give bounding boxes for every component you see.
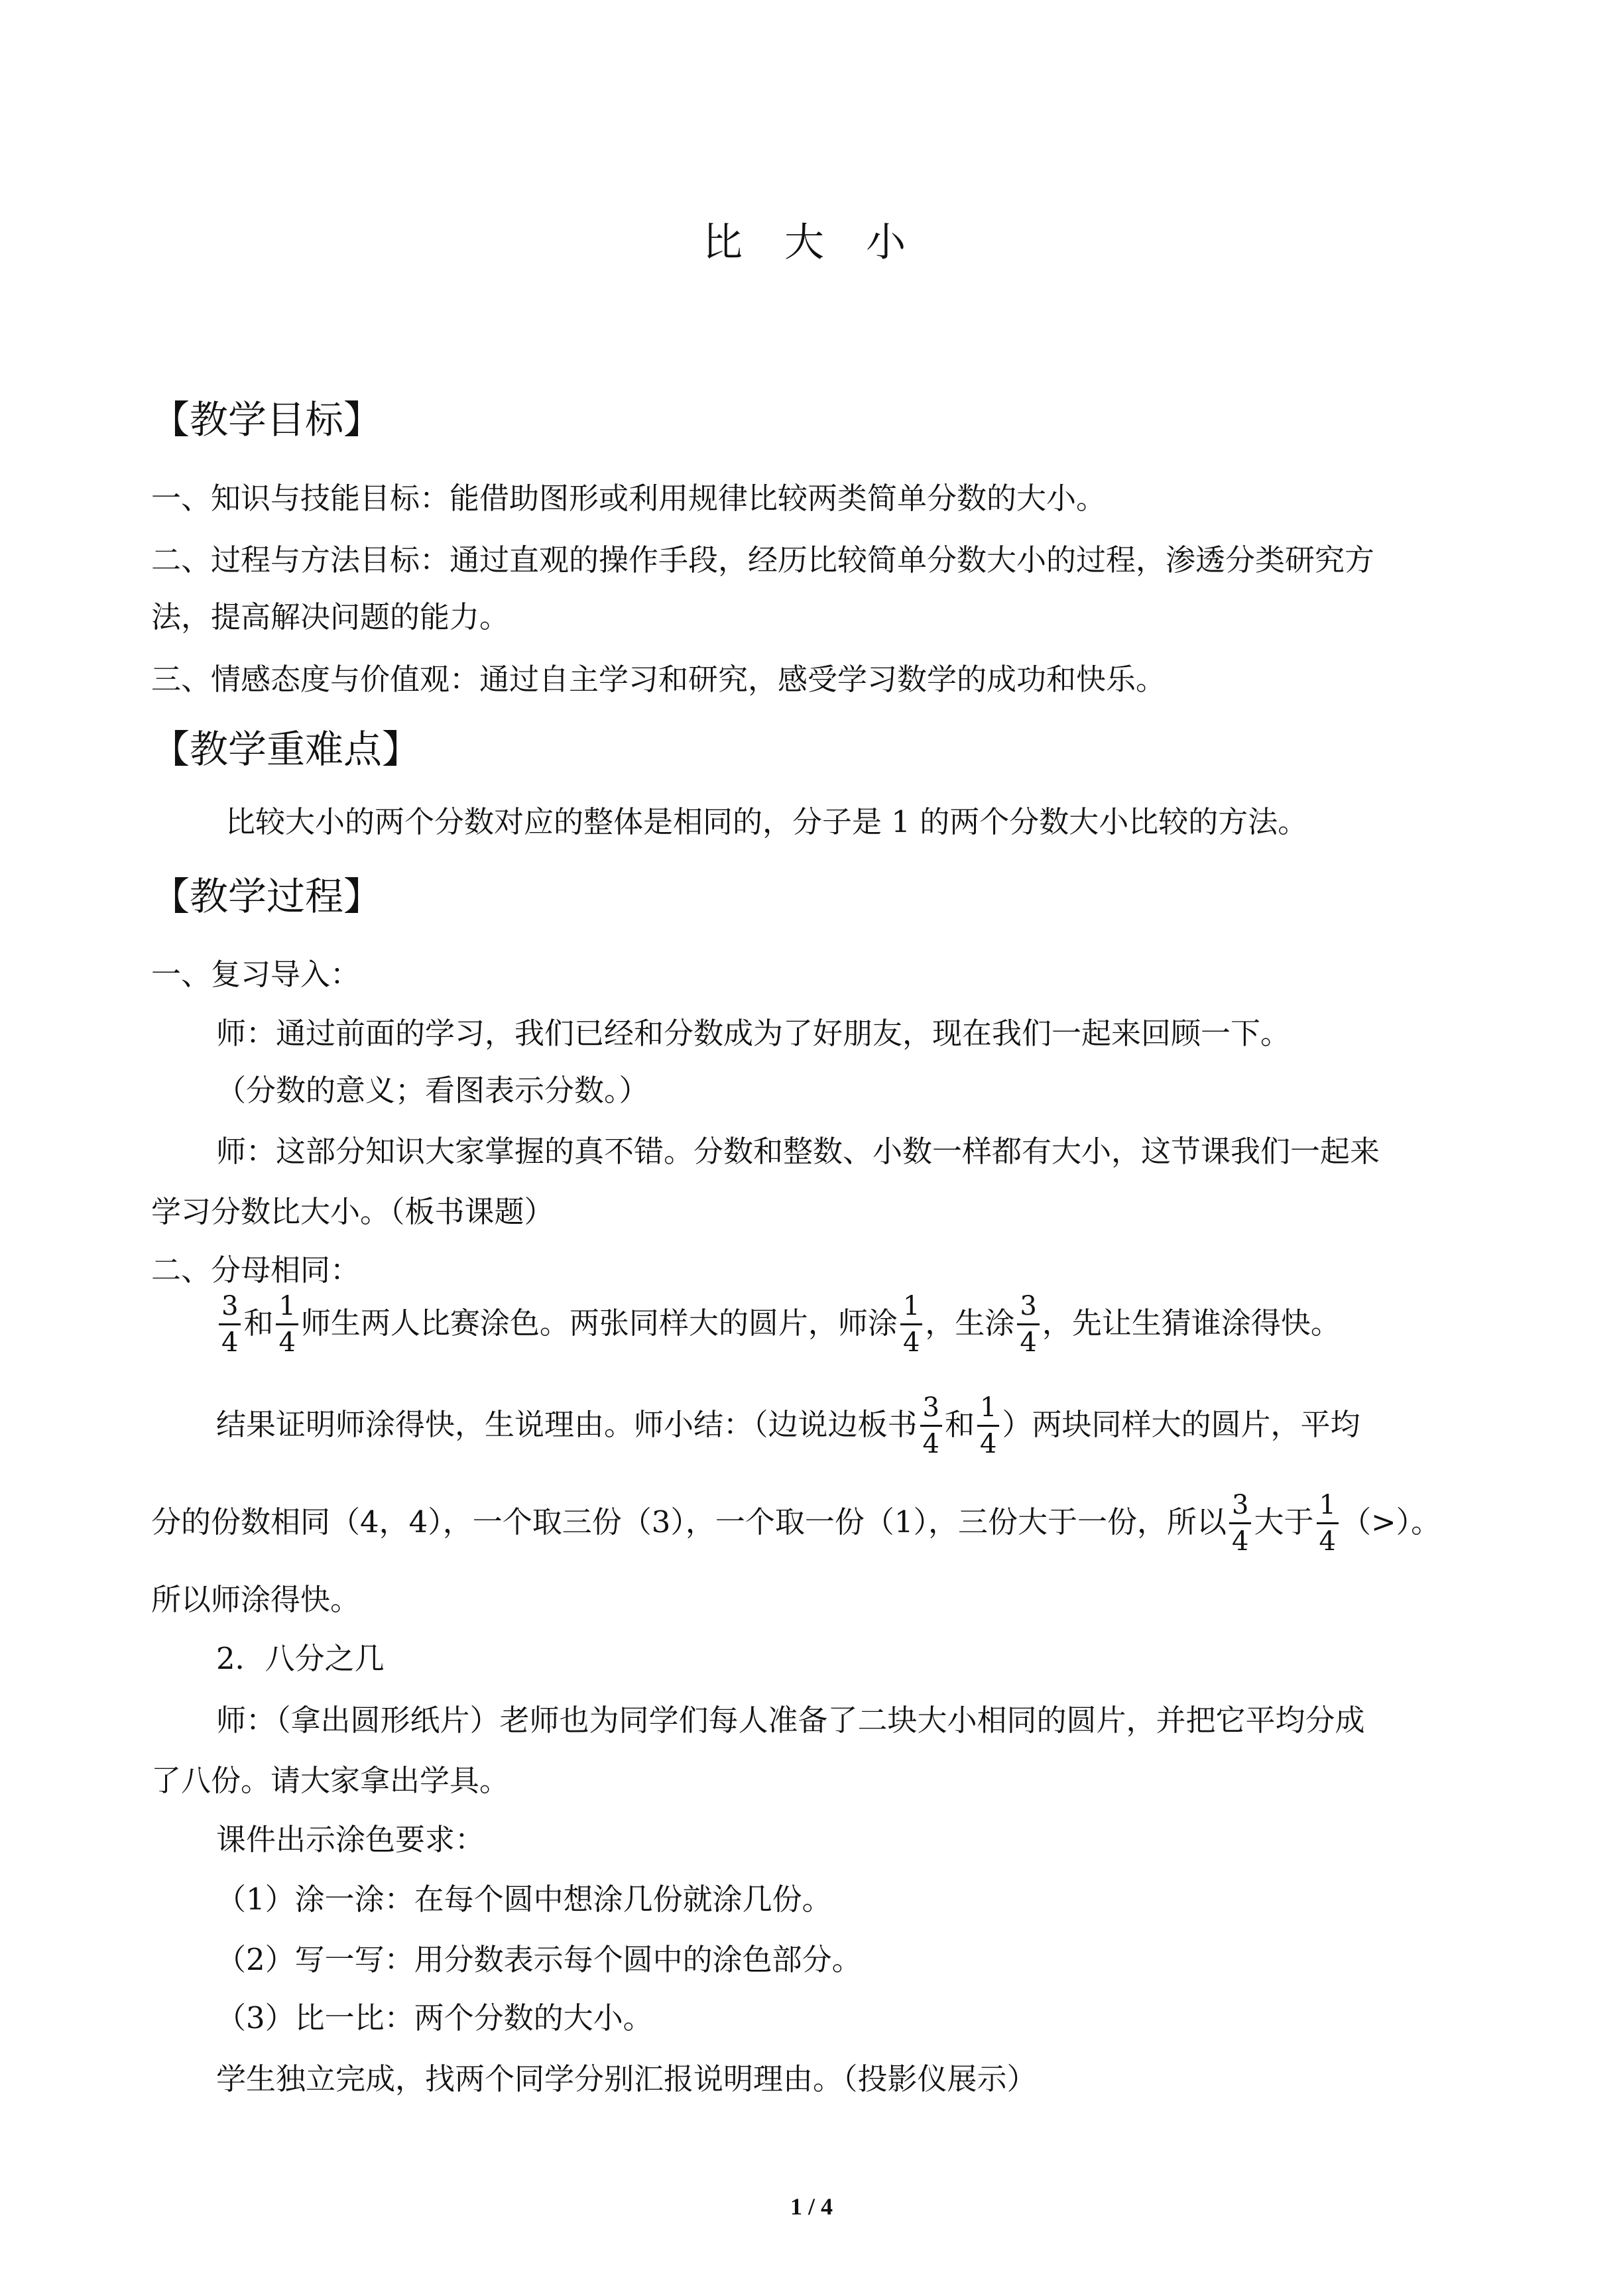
- fraction-one-quarter: $\frac{1}{4}$: [977, 1394, 999, 1457]
- fraction-three-quarters: $\frac{3}{4}$: [920, 1394, 942, 1457]
- process-eighths-line-1b: 了八份。请大家拿出学具。: [151, 1763, 510, 1798]
- process-eighths-requirement-3: （3）比一比：两个分数的大小。: [216, 2000, 653, 2035]
- process-review-line-1: 师：通过前面的学习，我们已经和分数成为了好朋友，现在我们一起来回顾一下。: [216, 1016, 1291, 1051]
- heading-teaching-process: 【教学过程】: [151, 874, 383, 919]
- process-same-denominator-line-d: 所以师涂得快。: [151, 1582, 361, 1617]
- goal-3: 三、情感态度与价值观：通过自主学习和研究，感受学习数学的成功和快乐。: [151, 662, 1166, 697]
- process-eighths-line-1a: 师：（拿出圆形纸片）老师也为同学们每人准备了二块大小相同的圆片，并把它平均分成: [216, 1703, 1365, 1738]
- fraction-three-quarters: $\frac{3}{4}$: [1229, 1492, 1251, 1555]
- process-eighths-line-3: 学生独立完成，找两个同学分别汇报说明理由。（投影仪展示）: [216, 2061, 1037, 2096]
- heading-teaching-goals: 【教学目标】: [151, 397, 383, 442]
- page-number: 1 / 4: [790, 2193, 833, 2220]
- process-eighths-requirement-1: （1）涂一涂：在每个圆中想涂几份就涂几份。: [216, 1882, 832, 1917]
- process-same-denominator-title: 二、分母相同：: [151, 1252, 361, 1288]
- heading-key-points: 【教学重难点】: [151, 727, 421, 772]
- process-eighths-requirement-2: （2）写一写：用分数表示每个圆中的涂色部分。: [216, 1942, 862, 1977]
- process-eighths-line-2: 课件出示涂色要求：: [216, 1822, 485, 1857]
- goal-2a: 二、过程与方法目标：通过直观的操作手段，经历比较简单分数大小的过程，渗透分类研究方: [151, 542, 1375, 577]
- process-review-title: 一、复习导入：: [151, 957, 361, 992]
- page-title: 比 大 小: [702, 219, 921, 266]
- process-review-line-2: （分数的意义；看图表示分数。）: [216, 1073, 649, 1108]
- process-review-line-3a: 师：这部分知识大家掌握的真不错。分数和整数、小数一样都有大小，这节课我们一起来: [216, 1134, 1380, 1169]
- fraction-one-quarter: $\frac{1}{4}$: [900, 1293, 922, 1356]
- goal-1: 一、知识与技能目标：能借助图形或利用规律比较两类简单分数的大小。: [151, 481, 1107, 516]
- process-same-denominator-line-a: $\frac{3}{4}$ 和 $\frac{1}{4}$ 师生两人比赛涂色。两张同样大的圆片，师涂 $\frac{1}{4}$ ，生涂 $\frac{3}{4}$ ，先让生猜谁涂得快。: [216, 1294, 1341, 1357]
- process-review-line-3b: 学习分数比大小。（板书课题）: [151, 1194, 554, 1229]
- process-eighths-title: 2．八分之几: [216, 1641, 385, 1676]
- goal-2b: 法，提高解决问题的能力。: [151, 599, 510, 634]
- key-points-text: 比较大小的两个分数对应的整体是相同的，分子是 1 的两个分数大小比较的方法。: [225, 804, 1308, 839]
- fraction-three-quarters: $\frac{3}{4}$: [1017, 1293, 1039, 1356]
- fraction-one-quarter: $\frac{1}{4}$: [276, 1293, 298, 1356]
- fraction-one-quarter: $\frac{1}{4}$: [1317, 1492, 1339, 1555]
- process-same-denominator-line-c: 分的份数相同（4，4），一个取三份（3），一个取一份（1），三份大于一份，所以 $\frac{3}{4}$ 大于 $\frac{1}{4}$ （>）。: [151, 1490, 1441, 1557]
- process-same-denominator-line-b: 结果证明师涂得快，生说理由。师小结：（边说边板书 $\frac{3}{4}$ 和 $\frac{1}{4}$ ）两块同样大的圆片，平均: [216, 1392, 1360, 1459]
- fraction-three-quarters: $\frac{3}{4}$: [219, 1293, 241, 1356]
